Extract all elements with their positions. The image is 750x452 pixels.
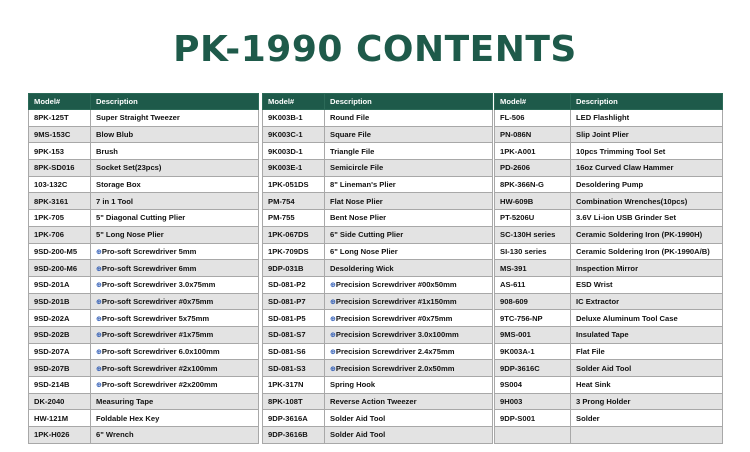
table-row [263, 126, 493, 143]
description-cell: 7 in 1 Tool [91, 193, 259, 210]
description-cell: Deluxe Aluminum Tool Case [571, 310, 723, 327]
description-cell: Combination Wrenches(10pcs) [571, 193, 723, 210]
model-cell: 9PK-153 [29, 143, 91, 160]
description-cell: Heat Sink [571, 377, 723, 394]
description-cell: 8" Lineman's Plier [325, 176, 493, 193]
description-cell: Insulated Tape [571, 326, 723, 343]
model-cell: 9DP-S001 [495, 410, 571, 427]
description-cell: Brush [91, 143, 259, 160]
description-cell: Ceramic Soldering Iron (PK-1990H) [571, 226, 723, 243]
description-cell: 6" Wrench [91, 427, 259, 444]
description-cell: Square File [325, 126, 493, 143]
description-cell: Blow Blub [91, 126, 259, 143]
description-cell: 6" Long Nose Plier [325, 243, 493, 260]
model-cell: 9K003A-1 [495, 343, 571, 360]
description-cell: Semicircle File [325, 160, 493, 177]
model-cell: 908-609 [495, 293, 571, 310]
table-row [29, 260, 259, 277]
model-cell: 1PK-051DS [263, 176, 325, 193]
column-header-model: Model# [495, 94, 571, 110]
screwdriver-tip-icon: ⊕ [96, 298, 102, 306]
table-row [495, 310, 723, 327]
table-row [263, 143, 493, 160]
table-row [495, 427, 723, 444]
model-cell: 9SD-201B [29, 293, 91, 310]
model-cell: MS-391 [495, 260, 571, 277]
screwdriver-tip-icon: ⊕ [96, 265, 102, 273]
page-title: PK-1990 CONTENTS [173, 29, 577, 70]
contents-table-3 [494, 93, 723, 444]
description-cell: Flat Nose Plier [325, 193, 493, 210]
table-row [29, 326, 259, 343]
screwdriver-tip-icon: ⊕ [96, 348, 102, 356]
description-cell: Round File [325, 110, 493, 127]
description-cell: ⊕Pro-soft Screwdriver 5x75mm [91, 310, 259, 327]
table-row [29, 377, 259, 394]
model-cell: 9SD-207B [29, 360, 91, 377]
model-cell: FL-506 [495, 110, 571, 127]
description-cell: Inspection Mirror [571, 260, 723, 277]
description-cell: IC Extractor [571, 293, 723, 310]
description-cell: Ceramic Soldering Iron (PK-1990A/B) [571, 243, 723, 260]
screwdriver-tip-icon: ⊕ [330, 282, 336, 290]
table-row [263, 326, 493, 343]
model-cell: 9SD-202A [29, 310, 91, 327]
model-cell: PD-2606 [495, 160, 571, 177]
table-row [263, 110, 493, 127]
screwdriver-tip-icon: ⊕ [96, 282, 102, 290]
table-row [29, 143, 259, 160]
model-cell: 9SD-200-M5 [29, 243, 91, 260]
table-row [29, 310, 259, 327]
table-row [495, 193, 723, 210]
column-header-model: Model# [29, 94, 91, 110]
model-cell: 9SD-207A [29, 343, 91, 360]
description-cell: Desoldering Wick [325, 260, 493, 277]
table-row [29, 343, 259, 360]
table-row [263, 226, 493, 243]
description-cell: Slip Joint Plier [571, 126, 723, 143]
description-cell: ⊕Pro-soft Screwdriver 5mm [91, 243, 259, 260]
table-row [29, 293, 259, 310]
table-row [495, 160, 723, 177]
table-row [263, 293, 493, 310]
model-cell [495, 427, 571, 444]
description-cell: ⊕Pro-soft Screwdriver #1x75mm [91, 326, 259, 343]
column-header-description: Description [571, 94, 723, 110]
screwdriver-tip-icon: ⊕ [330, 315, 336, 323]
screwdriver-tip-icon: ⊕ [330, 365, 336, 373]
table-row [495, 377, 723, 394]
description-cell: ⊕Pro-soft Screwdriver 3.0x75mm [91, 276, 259, 293]
description-cell: 5" Diagonal Cutting Plier [91, 210, 259, 227]
description-cell: ⊕Pro-soft Screwdriver 6.0x100mm [91, 343, 259, 360]
model-cell: 9S004 [495, 377, 571, 394]
model-cell: PM-755 [263, 210, 325, 227]
table-row [263, 210, 493, 227]
contents-table-2 [262, 93, 493, 444]
model-cell: 1PK-705 [29, 210, 91, 227]
model-cell: SD-081-S3 [263, 360, 325, 377]
description-cell: Socket Set(23pcs) [91, 160, 259, 177]
column-header-description: Description [91, 94, 259, 110]
model-cell: 9SD-200-M6 [29, 260, 91, 277]
table-row [495, 343, 723, 360]
model-cell: SD-081-S7 [263, 326, 325, 343]
table-row [263, 260, 493, 277]
description-cell: ⊕Precision Screwdriver 3.0x100mm [325, 326, 493, 343]
description-cell: ⊕Precision Screwdriver 2.0x50mm [325, 360, 493, 377]
column-header-description: Description [325, 94, 493, 110]
model-cell: HW-609B [495, 193, 571, 210]
model-cell: 9DP-3616B [263, 427, 325, 444]
table-row [263, 410, 493, 427]
table-row [29, 210, 259, 227]
description-cell: ESD Wrist [571, 276, 723, 293]
table-row [263, 310, 493, 327]
table-row [29, 176, 259, 193]
column-header-model: Model# [263, 94, 325, 110]
description-cell: ⊕Pro-soft Screwdriver #0x75mm [91, 293, 259, 310]
description-cell: ⊕Pro-soft Screwdriver #2x200mm [91, 377, 259, 394]
model-cell: SI-130 series [495, 243, 571, 260]
table-row [29, 276, 259, 293]
model-cell: 9K003B-1 [263, 110, 325, 127]
description-cell: Triangle File [325, 143, 493, 160]
description-cell: ⊕Precision Screwdriver 2.4x75mm [325, 343, 493, 360]
model-cell: SD-081-S6 [263, 343, 325, 360]
table-row [495, 243, 723, 260]
model-cell: PM-754 [263, 193, 325, 210]
table-row [29, 110, 259, 127]
description-cell: Spring Hook [325, 377, 493, 394]
table-row [263, 160, 493, 177]
model-cell: 9DP-031B [263, 260, 325, 277]
description-cell: 6" Side Cutting Plier [325, 226, 493, 243]
screwdriver-tip-icon: ⊕ [330, 332, 336, 340]
description-cell: Flat File [571, 343, 723, 360]
model-cell: 9SD-202B [29, 326, 91, 343]
model-cell: SD-081-P5 [263, 310, 325, 327]
description-cell: 3 Prong Holder [571, 393, 723, 410]
description-cell: Storage Box [91, 176, 259, 193]
description-cell: ⊕Pro-soft Screwdriver #2x100mm [91, 360, 259, 377]
model-cell: DK-2040 [29, 393, 91, 410]
table-header-row [29, 94, 259, 110]
model-cell: HW-121M [29, 410, 91, 427]
table-row [495, 176, 723, 193]
model-cell: 9SD-214B [29, 377, 91, 394]
table-row [495, 293, 723, 310]
table-row [263, 360, 493, 377]
table-row [495, 326, 723, 343]
model-cell: PT-5206U [495, 210, 571, 227]
table-row [263, 377, 493, 394]
table-row [263, 193, 493, 210]
table-row [495, 360, 723, 377]
description-cell: LED Flashlight [571, 110, 723, 127]
table-row [29, 393, 259, 410]
screwdriver-tip-icon: ⊕ [96, 382, 102, 390]
description-cell: Measuring Tape [91, 393, 259, 410]
table-row [29, 427, 259, 444]
table-row [495, 226, 723, 243]
description-cell: Super Straight Tweezer [91, 110, 259, 127]
model-cell: 9MS-001 [495, 326, 571, 343]
description-cell: ⊕Pro-soft Screwdriver 6mm [91, 260, 259, 277]
model-cell: 1PK-A001 [495, 143, 571, 160]
table-row [495, 276, 723, 293]
model-cell: PN-086N [495, 126, 571, 143]
model-cell: 103-132C [29, 176, 91, 193]
model-cell: AS-611 [495, 276, 571, 293]
table-row [263, 243, 493, 260]
description-cell: 3.6V Li-ion USB Grinder Set [571, 210, 723, 227]
screwdriver-tip-icon: ⊕ [330, 348, 336, 356]
table-row [495, 126, 723, 143]
table-row [495, 210, 723, 227]
description-cell: Reverse Action Tweezer [325, 393, 493, 410]
contents-table-1 [28, 93, 259, 444]
description-cell: ⊕Precision Screwdriver #1x150mm [325, 293, 493, 310]
description-cell: 16oz Curved Claw Hammer [571, 160, 723, 177]
model-cell: SC-130H series [495, 226, 571, 243]
model-cell: 1PK-067DS [263, 226, 325, 243]
model-cell: 9SD-201A [29, 276, 91, 293]
table-row [263, 393, 493, 410]
description-cell: Solder Aid Tool [325, 410, 493, 427]
table-row [263, 343, 493, 360]
model-cell: 8PK-366N-G [495, 176, 571, 193]
description-cell: 5" Long Nose Plier [91, 226, 259, 243]
model-cell: 1PK-H026 [29, 427, 91, 444]
description-cell: Foldable Hex Key [91, 410, 259, 427]
description-cell: Desoldering Pump [571, 176, 723, 193]
table-row [495, 260, 723, 277]
table-row [29, 126, 259, 143]
table-header-row [263, 94, 493, 110]
model-cell: 9H003 [495, 393, 571, 410]
description-cell: Solder [571, 410, 723, 427]
screwdriver-tip-icon: ⊕ [330, 298, 336, 306]
model-cell: 9MS-153C [29, 126, 91, 143]
table-row [29, 243, 259, 260]
model-cell: 9K003C-1 [263, 126, 325, 143]
model-cell: 1PK-709DS [263, 243, 325, 260]
screwdriver-tip-icon: ⊕ [96, 365, 102, 373]
table-row [495, 143, 723, 160]
table-row [29, 360, 259, 377]
table-row [29, 193, 259, 210]
table-row [29, 410, 259, 427]
description-cell [571, 427, 723, 444]
model-cell: 8PK-SD016 [29, 160, 91, 177]
screwdriver-tip-icon: ⊕ [96, 332, 102, 340]
model-cell: SD-081-P7 [263, 293, 325, 310]
table-row [29, 160, 259, 177]
model-cell: 1PK-317N [263, 377, 325, 394]
table-row [495, 410, 723, 427]
table-row [263, 176, 493, 193]
model-cell: 8PK-125T [29, 110, 91, 127]
table-header-row [495, 94, 723, 110]
model-cell: 9K003E-1 [263, 160, 325, 177]
model-cell: 9DP-3616C [495, 360, 571, 377]
table-row [29, 226, 259, 243]
model-cell: 8PK-3161 [29, 193, 91, 210]
model-cell: 1PK-706 [29, 226, 91, 243]
model-cell: 9DP-3616A [263, 410, 325, 427]
table-row [263, 427, 493, 444]
model-cell: SD-081-P2 [263, 276, 325, 293]
description-cell: 10pcs Trimming Tool Set [571, 143, 723, 160]
model-cell: 9K003D-1 [263, 143, 325, 160]
description-cell: Solder Aid Tool [325, 427, 493, 444]
table-row [263, 276, 493, 293]
description-cell: ⊕Precision Screwdriver #0x75mm [325, 310, 493, 327]
description-cell: Bent Nose Plier [325, 210, 493, 227]
model-cell: 9TC-756-NP [495, 310, 571, 327]
table-row [495, 393, 723, 410]
table-row [495, 110, 723, 127]
screwdriver-tip-icon: ⊕ [96, 248, 102, 256]
description-cell: ⊕Precision Screwdriver #00x50mm [325, 276, 493, 293]
screwdriver-tip-icon: ⊕ [96, 315, 102, 323]
description-cell: Solder Aid Tool [571, 360, 723, 377]
model-cell: 8PK-108T [263, 393, 325, 410]
